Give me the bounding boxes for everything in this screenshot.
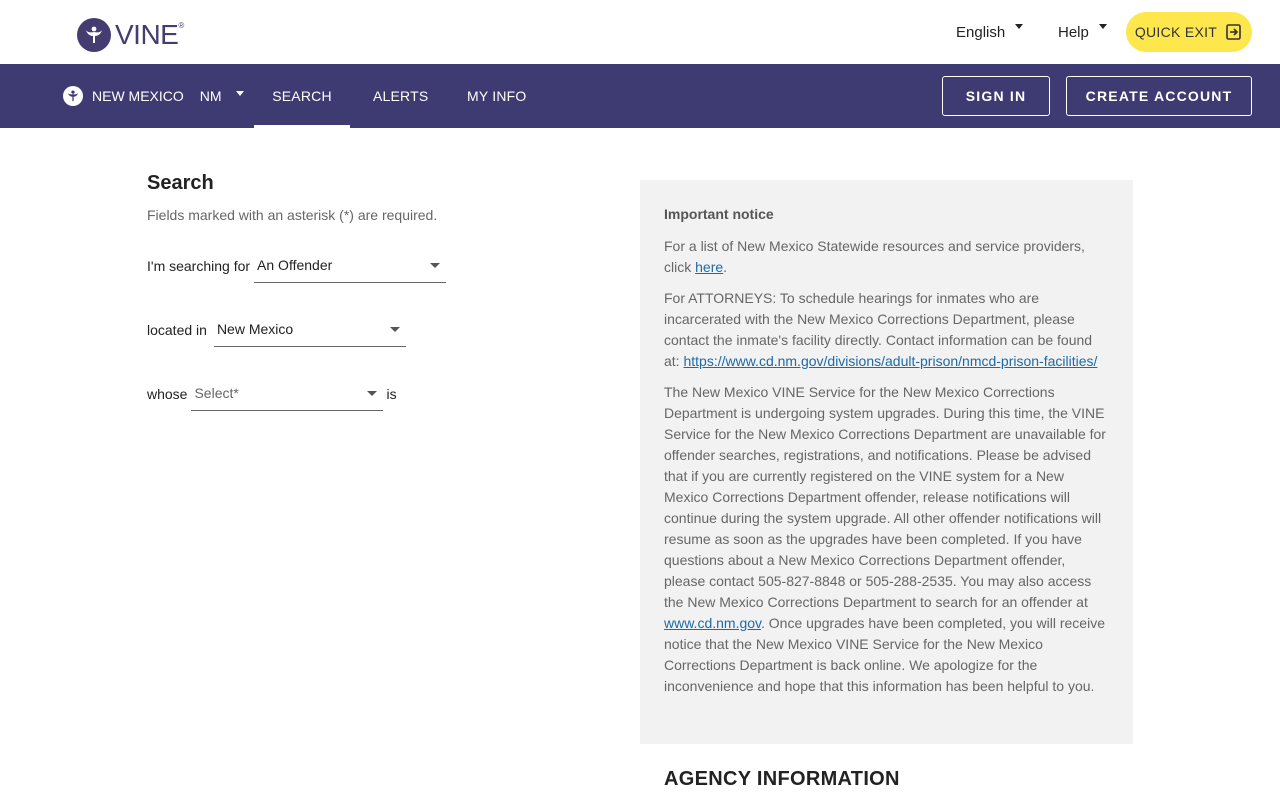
required-fields-hint: Fields marked with an asterisk (*) are required. (147, 207, 438, 223)
whose-placeholder: Select* (194, 385, 239, 401)
help-dropdown[interactable] (1058, 0, 1107, 64)
top-header (0, 0, 1280, 64)
located-in-select[interactable] (214, 311, 406, 347)
create-account-button[interactable]: CREATE ACCOUNT (1066, 76, 1252, 116)
notice-resources-end: . (723, 259, 728, 275)
notice-upgrade-text: The New Mexico VINE Service for the New Mexico Corrections Department is undergoing system upgrades. During this time, the VINE Service for the New Mexico Corrections Department are unavailable for offender searches, registrations, and notifications. Please be advised that if you are currently registered on the VINE system for a New Mexico Corrections Department offender, release notifications will continue during the system upgrade. All other offender notifications will resume as soon as the upgrades have been completed. If you have questions about a New Mexico Corrections Department offender, please contact 505-827-8848 or 505-288-2535. You may also access the New Mexico Corrections Department to search for an offender at (664, 384, 1106, 610)
cd-nm-gov-link[interactable]: www.cd.nm.gov (664, 615, 761, 631)
nmcd-facilities-link[interactable]: https://www.cd.nm.gov/divisions/adult-prison/nmcd-prison-facilities/ (683, 353, 1098, 369)
dropdown-arrow-icon (367, 391, 377, 396)
quick-exit-label: QUICK EXIT (1134, 24, 1218, 40)
dropdown-arrow-icon (390, 327, 400, 332)
is-label: is (386, 386, 397, 402)
state-logo-icon (63, 86, 83, 106)
search-heading: Search (147, 172, 214, 194)
help-label: Help (1058, 23, 1089, 41)
state-name: NEW MEXICO (92, 88, 184, 104)
vine-logo[interactable] (77, 18, 184, 52)
notice-attorneys-paragraph (664, 288, 1109, 372)
searching-for-label: I'm searching for (147, 258, 251, 274)
located-in-label: located in (147, 322, 207, 338)
caret-down-icon (1015, 24, 1023, 29)
state-code: NM (199, 88, 222, 104)
searching-for-row (147, 247, 446, 283)
important-notice-panel (640, 180, 1133, 744)
language-dropdown[interactable] (956, 0, 1023, 64)
notice-upgrade-end: . Once upgrades have been completed, you will receive notice that the New Mexico VINE Service for the New Mexico Corrections Department is back online. We apologize for the inconvenience and hope that this information has been helpful to you. (664, 615, 1105, 694)
vine-logo-icon (77, 18, 111, 52)
notice-upgrade-paragraph (664, 382, 1109, 697)
notice-resources-paragraph (664, 236, 1109, 278)
main-navbar (0, 64, 1280, 128)
state-selector[interactable] (63, 64, 244, 128)
agency-information-heading: AGENCY INFORMATION (664, 768, 900, 790)
notice-title: Important notice (664, 206, 774, 222)
located-in-value: New Mexico (216, 321, 294, 337)
quick-exit-button[interactable] (1126, 12, 1252, 52)
registered-mark: ® (178, 20, 185, 30)
language-label: English (956, 23, 1006, 41)
located-in-row (147, 311, 406, 347)
notice-resources-text: For a list of New Mexico Statewide resources and service providers, click (664, 238, 1085, 275)
resources-here-link[interactable]: here (695, 259, 724, 275)
sign-in-button[interactable]: SIGN IN (942, 76, 1050, 116)
searching-for-value: An Offender (257, 257, 333, 273)
searching-for-select[interactable] (254, 247, 446, 283)
notice-attorneys-text: For ATTORNEYS: To schedule hearings for inmates who are incarcerated with the New Mexico Corrections Department, please contact the inmate's facility directly. Contact information can be found at: (664, 290, 1093, 369)
whose-label: whose (147, 386, 188, 402)
whose-select[interactable] (191, 375, 383, 411)
nav-my-info[interactable]: MY INFO (467, 88, 527, 104)
caret-down-icon (236, 91, 244, 96)
dropdown-arrow-icon (430, 263, 440, 268)
exit-icon (1225, 23, 1243, 41)
nav-alerts[interactable]: ALERTS (373, 88, 429, 104)
vine-logo-text: VINE (115, 19, 179, 50)
nav-search[interactable]: SEARCH (254, 64, 350, 128)
caret-down-icon (1099, 24, 1107, 29)
whose-row (147, 375, 397, 411)
